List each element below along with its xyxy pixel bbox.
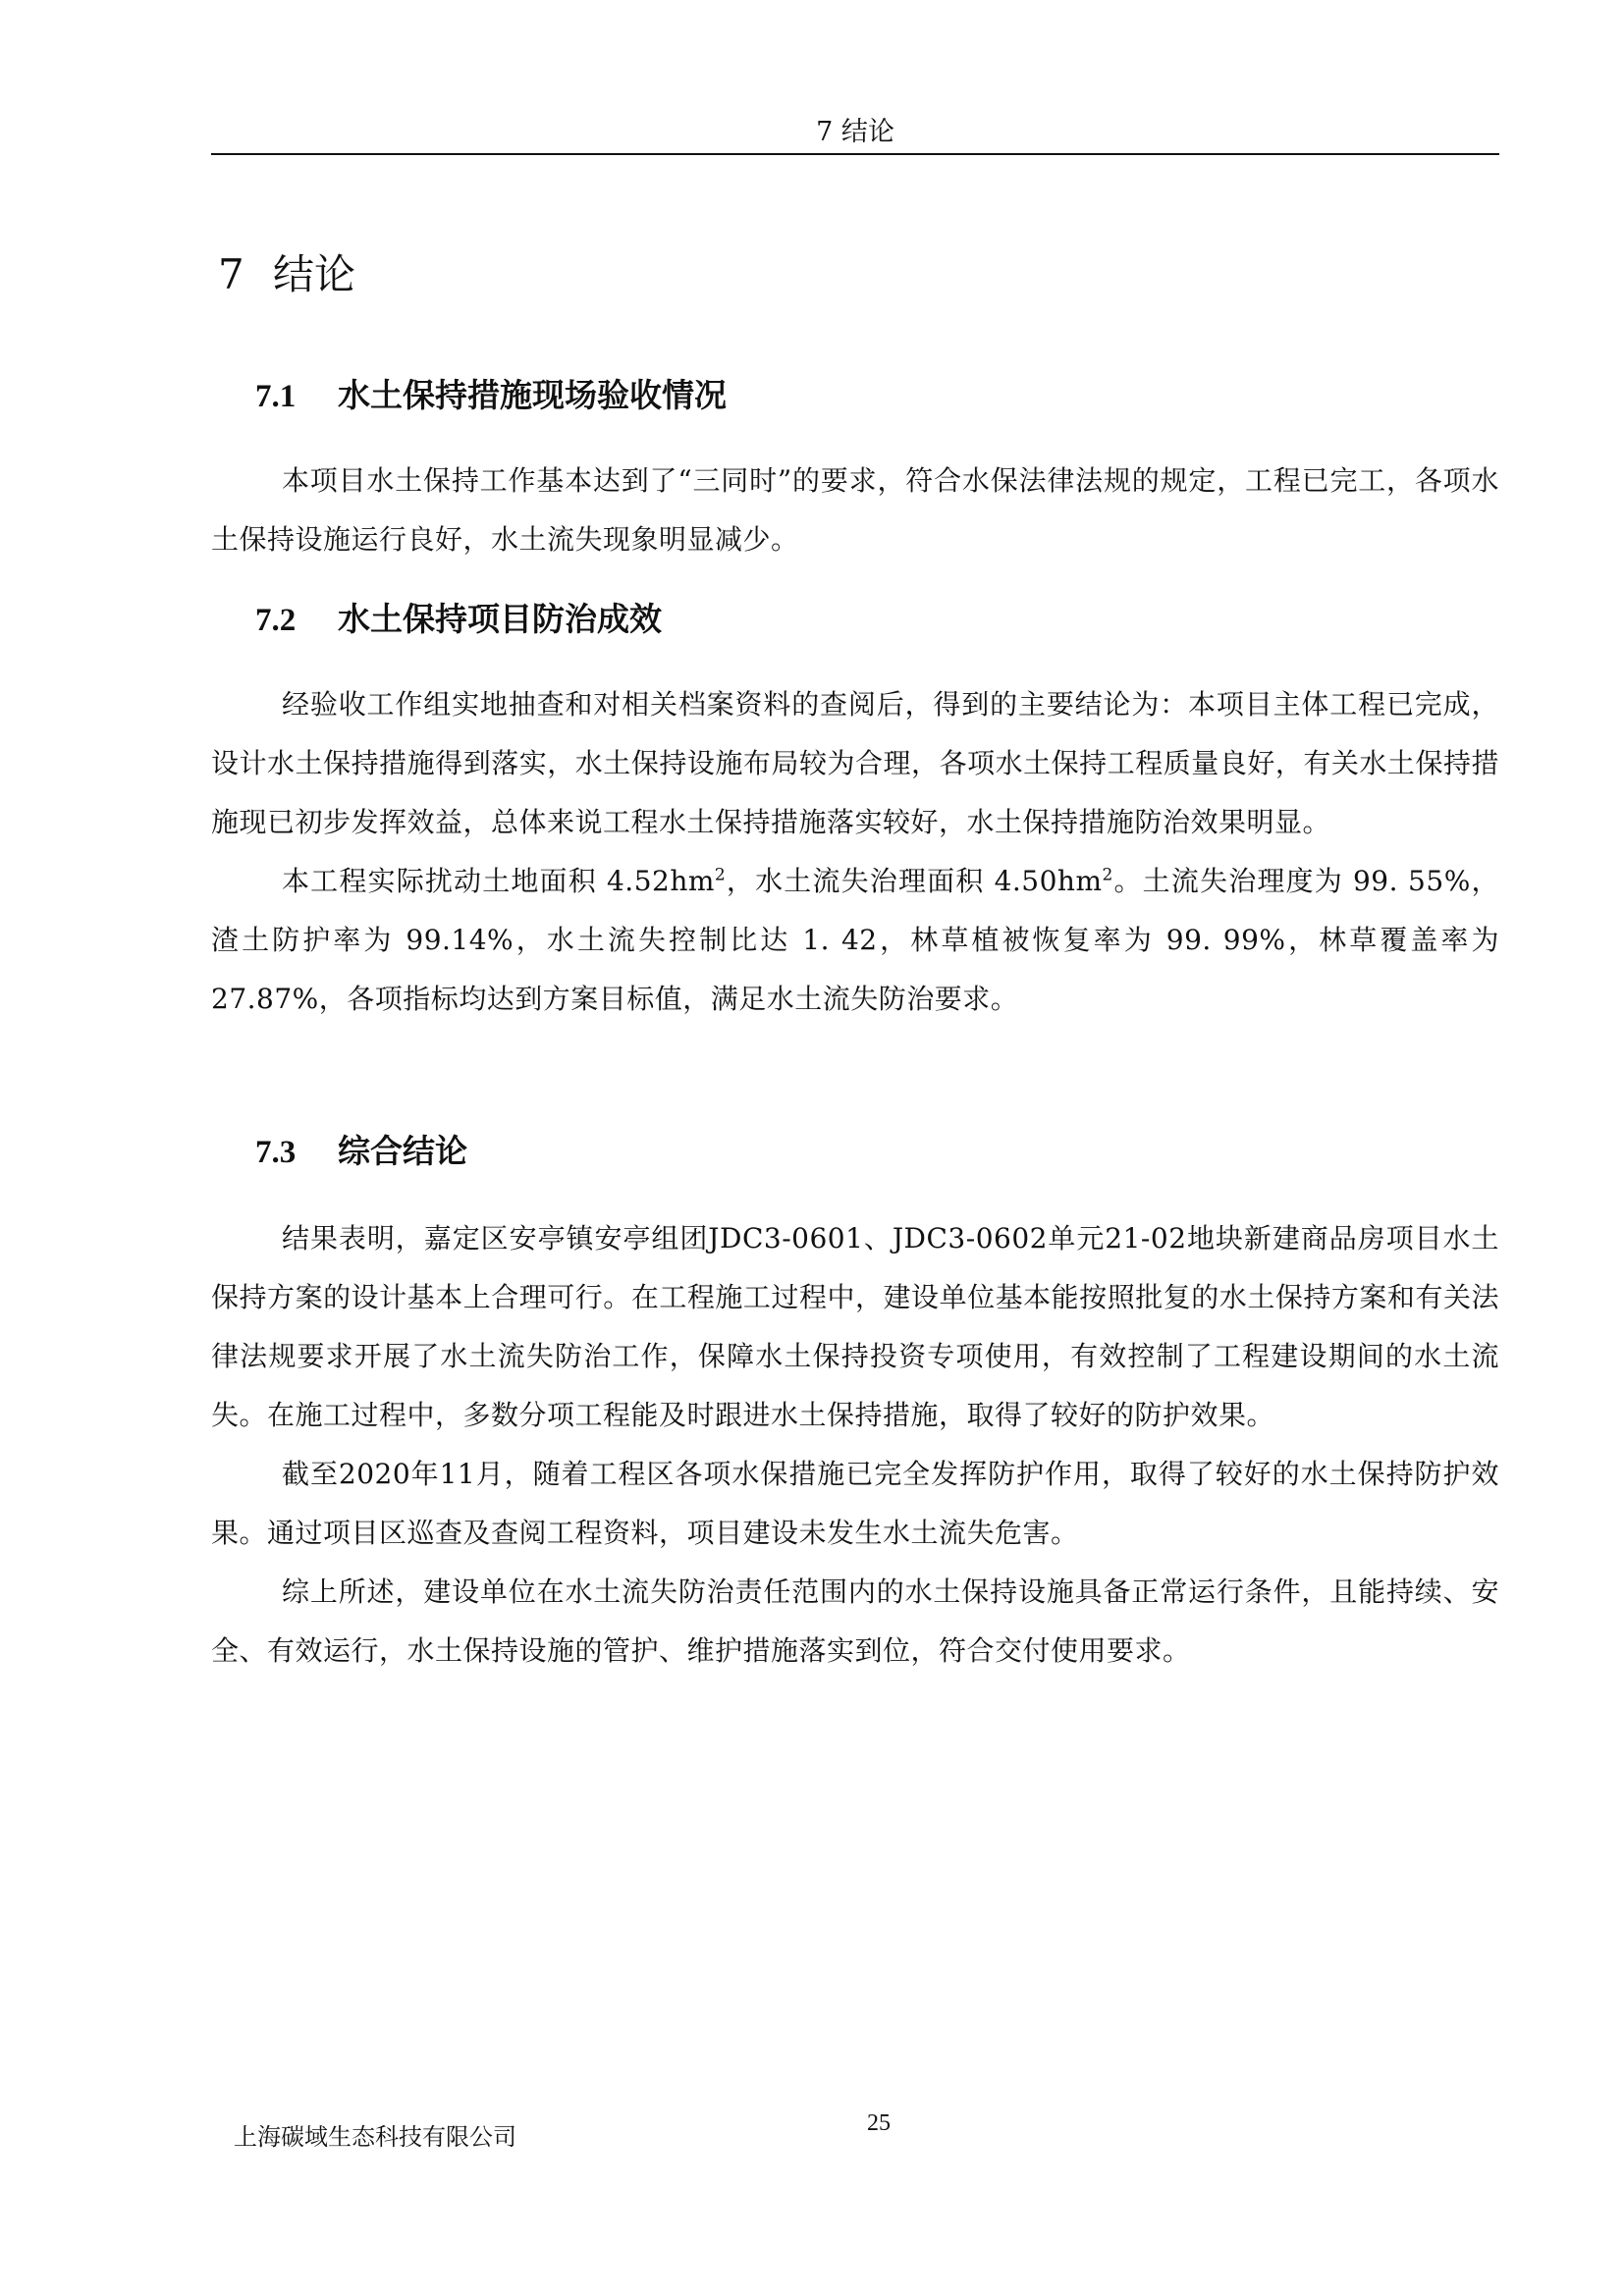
- section-number: 7.2: [255, 603, 297, 638]
- section-title-text: 水土保持项目防治成效: [338, 600, 662, 638]
- indicator-rest: 。土流失治理度为 99. 55%，渣土防护率为 99.14%，水土流失控制比达 1. 42，林草植被恢复率为 99. 99%，林草覆盖率为 27.87%，各项指标均达到方案目标值，满足水土流失防治要求。: [211, 865, 1499, 1015]
- area-unit-exponent: 2: [1102, 865, 1113, 885]
- chapter-title-text: 结论: [273, 250, 356, 298]
- running-header: 7 结论: [816, 117, 894, 147]
- paragraph: 经验收工作组实地抽查和对相关档案资料的查阅后，得到的主要结论为：本项目主体工程已完成，设计水土保持措施得到落实，水土保持设施布局较为合理，各项水土保持工程质量良好，有关水土保持措施现已初步发挥效益，总体来说工程水土保持措施落实较好，水土保持措施防治效果明显。: [211, 688, 1499, 838]
- paragraph: 综上所述，建设单位在水土流失防治责任范围内的水土保持设施具备正常运行条件，且能持续、安全、有效运行，水土保持设施的管护、维护措施落实到位，符合交付使用要求。: [211, 1575, 1499, 1667]
- treated-area-value: 4.50hm: [994, 865, 1103, 897]
- disturbed-area-value: 4.52hm: [606, 865, 715, 897]
- treatment-lead: ，水土流失治理面积: [726, 865, 985, 897]
- section-7-3-body: [211, 1209, 1499, 1681]
- footer-company: 上海碳域生态科技有限公司: [234, 2123, 516, 2151]
- area-unit-exponent: 2: [714, 865, 727, 885]
- paragraph: 截至2020年11月，随着工程区各项水保措施已完全发挥防护作用，取得了较好的水土保持防护效果。通过项目区巡查及查阅工程资料，项目建设未发生水土流失危害。: [211, 1458, 1499, 1549]
- section-heading-7-3: [255, 1129, 467, 1175]
- chapter-title: [218, 247, 355, 302]
- section-number: 7.3: [255, 1135, 297, 1170]
- paragraph: 本项目水土保持工作基本达到了“三同时”的要求，符合水保法律法规的规定，工程已完工，各项水土保持设施运行良好，水土流失现象明显减少。: [211, 464, 1499, 556]
- section-title-text: 水土保持措施现场验收情况: [338, 376, 727, 414]
- paragraph: 结果表明，嘉定区安亭镇安亭组团JDC3-0601、JDC3-0602单元21-02地块新建商品房项目水土保持方案的设计基本上合理可行。在工程施工过程中，建设单位基本能按照批复的水土保持方案和有关法律法规要求开展了水土流失防治工作，保障水土保持投资专项使用，有效控制了工程建设期间的水土流失。在施工过程中，多数分项工程能及时跟进水土保持措施，取得了较好的防护效果。: [211, 1222, 1499, 1431]
- section-heading-7-1: [255, 373, 727, 419]
- section-7-2-body: [211, 675, 1499, 1029]
- section-number: 7.1: [255, 379, 297, 414]
- section-title-text: 综合结论: [338, 1132, 467, 1170]
- indicator-lead: 本工程实际扰动土地面积: [282, 865, 597, 897]
- section-7-1-body: [211, 452, 1499, 569]
- header-divider: [211, 153, 1499, 155]
- indicator-paragraph: [211, 852, 1499, 1029]
- chapter-number: 7: [218, 250, 244, 298]
- section-heading-7-2: [255, 597, 662, 643]
- page-number: 25: [867, 2110, 891, 2136]
